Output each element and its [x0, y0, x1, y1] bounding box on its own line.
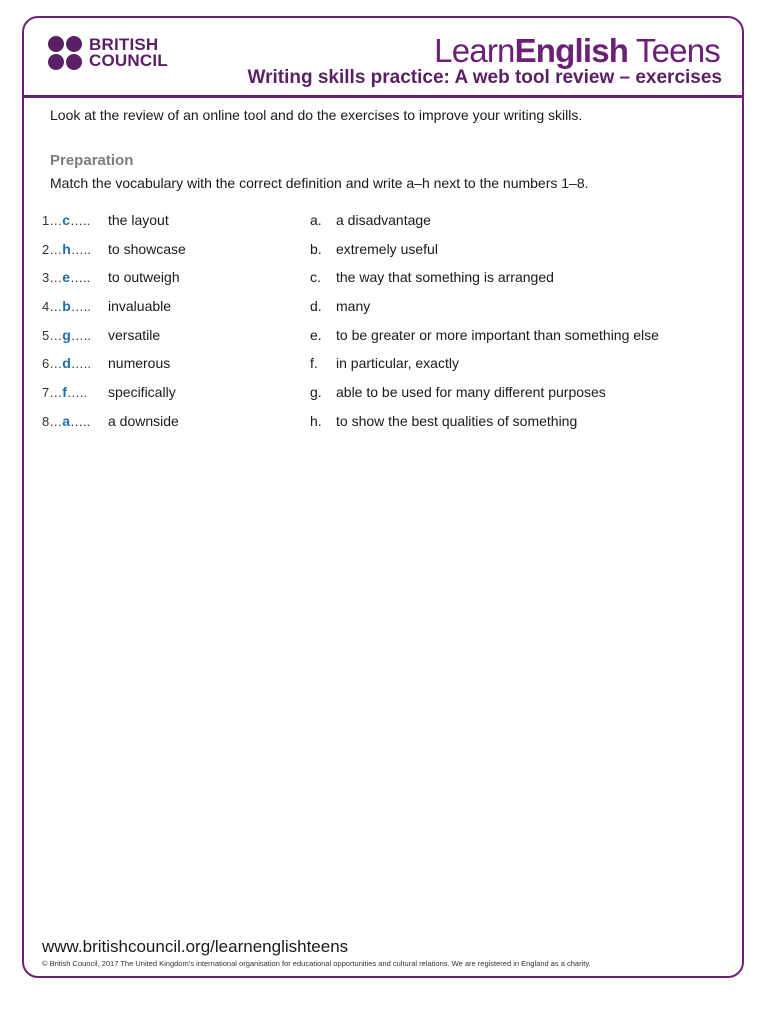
exercise-row: [0, 382, 768, 411]
british-council-wordmark: BRITISH COUNCIL: [89, 35, 168, 70]
definition-text: able to be used for many different purposes: [336, 384, 606, 401]
definition-text: to show the best qualities of something: [336, 412, 578, 429]
definition-letter: b.: [310, 240, 322, 257]
section-heading-preparation: Preparation: [50, 152, 134, 169]
definition-letter: h.: [310, 412, 322, 429]
exercise-row: [0, 411, 768, 440]
exercise-row: [0, 325, 768, 354]
answer-blank[interactable]: d: [62, 355, 71, 372]
exercise-row: [0, 210, 768, 239]
definition-text: the way that something is arranged: [336, 269, 554, 286]
learnenglish-teens-logo: LearnEnglish Teens: [434, 32, 720, 69]
definition-text: a disadvantage: [336, 212, 431, 228]
answer-blank[interactable]: a: [62, 412, 71, 429]
vocabulary-term: a downside: [108, 412, 179, 429]
item-number: 2…h…..: [42, 240, 92, 257]
definition-text: many: [336, 298, 371, 315]
answer-blank[interactable]: f: [62, 384, 67, 401]
footer-url[interactable]: www.britishcouncil.org/learnenglishteens: [42, 937, 349, 956]
item-number: 1…c…..: [42, 212, 91, 228]
definition-letter: a.: [310, 212, 322, 228]
vocabulary-term: numerous: [108, 355, 171, 372]
definition-text: to be greater or more important than something else: [336, 326, 659, 343]
exercise-row: [0, 296, 768, 325]
definition-letter: g.: [310, 384, 322, 401]
answer-blank[interactable]: h: [62, 240, 71, 257]
answer-blank[interactable]: b: [62, 298, 71, 315]
answer-blank[interactable]: g: [62, 326, 71, 343]
definition-letter: f.: [310, 355, 318, 372]
answer-blank[interactable]: c: [62, 212, 71, 228]
vocabulary-term: versatile: [108, 326, 161, 343]
matching-exercise: [0, 210, 768, 440]
item-number: 6…d…..: [42, 355, 92, 372]
item-number: 3…e…..: [42, 269, 91, 286]
item-number: 8…a…..: [42, 412, 91, 429]
item-number: 7…f…..: [42, 384, 88, 401]
definition-text: extremely useful: [336, 240, 438, 257]
item-number: 4…b…..: [42, 298, 92, 315]
vocabulary-term: to outweigh: [108, 269, 180, 286]
exercise-row: [0, 267, 768, 296]
british-council-logo: [48, 36, 168, 70]
definition-letter: d.: [310, 298, 322, 315]
vocabulary-term: invaluable: [108, 298, 172, 315]
intro-text: Look at the review of an online tool and do the exercises to improve your writing skills.: [50, 107, 583, 123]
page-title: Writing skills practice: A web tool review – exercises: [247, 67, 722, 88]
footer-copyright: © British Council, 2017 The United Kingdom’s international organisation for educational opportunities and cultural relations. We are registered in England as a charity.: [42, 959, 591, 968]
definition-letter: e.: [310, 326, 322, 343]
british-council-dots-icon: [48, 36, 82, 70]
answer-blank[interactable]: e: [62, 269, 71, 286]
exercise-row: [0, 239, 768, 268]
exercise-row: [0, 353, 768, 382]
vocabulary-term: to showcase: [108, 240, 186, 257]
definition-letter: c.: [310, 269, 321, 286]
header-divider: [22, 95, 744, 98]
item-number: 5…g…..: [42, 326, 92, 343]
instruction-text: Match the vocabulary with the correct definition and write a–h next to the numbers 1–8.: [50, 175, 589, 191]
vocabulary-term: specifically: [108, 384, 176, 401]
definition-text: in particular, exactly: [336, 355, 459, 372]
vocabulary-term: the layout: [108, 212, 169, 228]
